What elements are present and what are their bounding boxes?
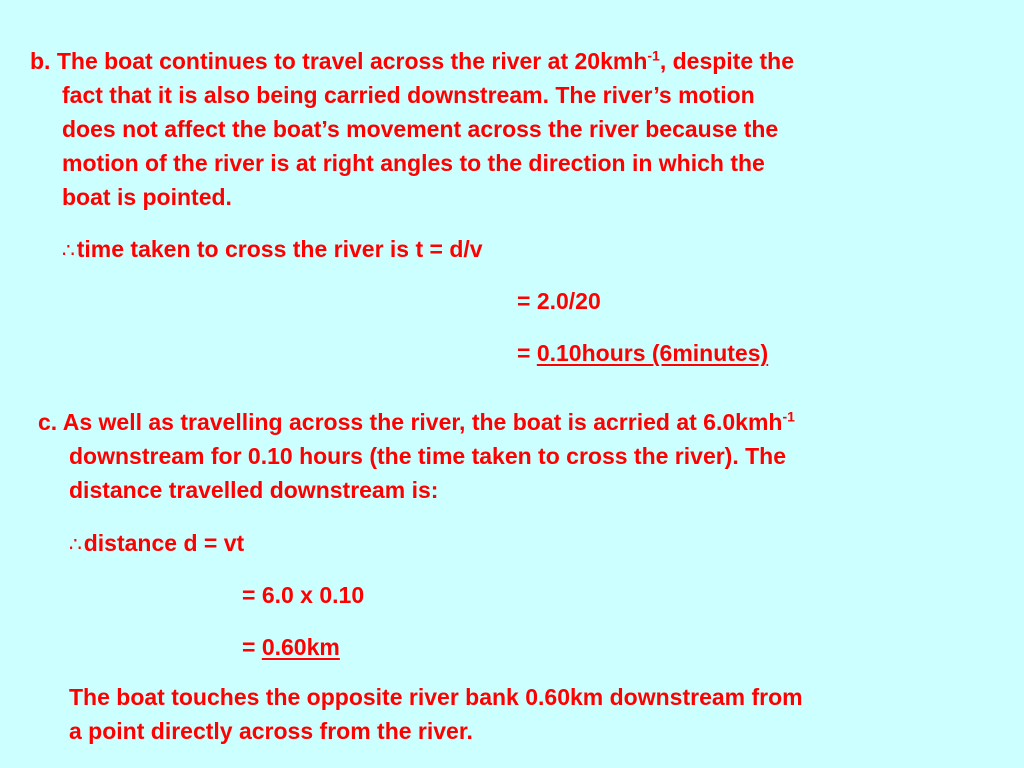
part-c-line-1 (38, 405, 795, 439)
part-c-line-3: distance travelled downstream is: (69, 477, 439, 503)
part-b-equation-2 (517, 284, 601, 318)
part-b-line-5: boat is pointed. (62, 184, 232, 210)
part-b-continuation (62, 78, 778, 214)
part-c-eq1-text: distance d = vt (83, 530, 245, 556)
part-c-equation-1 (69, 526, 244, 561)
conclusion-line-1: The boat touches the opposite river bank 0.60km downstream from (69, 684, 803, 710)
part-c-eq2-text: = 6.0 x 0.10 (242, 582, 365, 608)
part-b-line-2: fact that it is also being carried downstream. The river’s motion (62, 82, 755, 108)
therefore-symbol: ∴ (62, 238, 75, 262)
part-b-line-1-end: , despite the (659, 48, 795, 74)
part-c-equation-2 (242, 578, 364, 612)
part-b-equation-3 (517, 336, 768, 370)
part-b-eq3-prefix: = (517, 340, 537, 366)
part-b-eq1-text: time taken to cross the river is t = d/v (76, 236, 483, 262)
part-c-line-1-text: As well as travelling across the river, the boat is acrried at 6.0kmh (62, 409, 783, 435)
part-b-equation-1 (62, 232, 483, 267)
part-b-exponent: -1 (647, 47, 660, 64)
part-b-eq2-text: = 2.0/20 (517, 288, 601, 314)
part-b-line-4: motion of the river is at right angles to the direction in which the (62, 150, 765, 176)
part-c-continuation (69, 439, 786, 507)
part-b-line-1-text: The boat continues to travel across the river at 20kmh (56, 48, 648, 74)
part-b-line-1 (30, 44, 794, 78)
part-c-equation-3 (242, 630, 340, 664)
part-b-paragraph (30, 44, 794, 78)
part-c-paragraph (38, 405, 795, 439)
part-b-answer: 0.10hours (6minutes) (536, 340, 769, 366)
part-c-answer: 0.60km (261, 634, 340, 660)
part-b-line-3: does not affect the boat’s movement across the river because the (62, 116, 779, 142)
therefore-symbol: ∴ (69, 532, 82, 556)
conclusion-line-2: a point directly across from the river. (69, 718, 473, 744)
part-c-eq3-prefix: = (242, 634, 262, 660)
part-c-marker: c. (38, 409, 58, 435)
part-b-marker: b. (30, 48, 51, 74)
part-c-exponent: -1 (782, 408, 795, 425)
part-c-line-2: downstream for 0.10 hours (the time taken to cross the river). The (69, 443, 787, 469)
part-c-conclusion (69, 680, 803, 748)
